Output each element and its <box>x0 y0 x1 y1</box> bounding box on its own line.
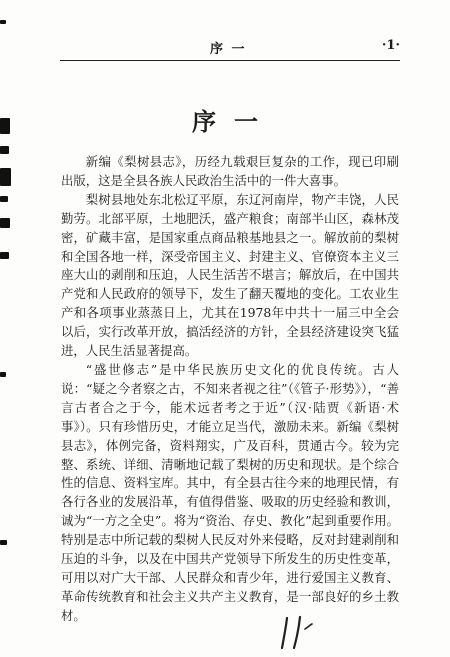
header-rule <box>60 60 400 61</box>
binding-mark <box>0 218 10 228</box>
binding-edge <box>0 0 12 657</box>
paragraph: “盛世修志”是中华民族历史文化的优良传统。古人说：“疑之今者察之古，不知来者视之往”（《管子·形势》），“善言古者合之于今，能术远者考之于近”（汉·陆贾《新语·术事》）。只有珍惜历史，才能立足当代，激励未来。新编《梨树县志》，体例完备，资料翔实，广及百科，贯通古今。较为完整、系统、详细、清晰地记载了梨树的历史和现状。是个综合性的信息、资料宝库。其中，有全县古往今来的地理民情，有各行各业的发展沿革，有值得借鉴、吸取的历史经验和教训，诚为“一方之全史”。将为“资治、存史、教化”起到重要作用。特别是志中所记载的梨树人民反对外来侵略，反对封建剥削和压迫的斗争，以及在中国共产党领导下所发生的历史性变革，可用以对广大干部、人民群众和青少年，进行爱国主义教育、革命传统教育和社会主义共产主义教育，是一部良好的乡土教材。 <box>61 361 399 623</box>
paragraph: 新编《梨树县志》，历经九载艰巨复杂的工作，现已印刷出版，这是全县各族人民政治生活中的一件大喜事。 <box>61 154 399 188</box>
body-text <box>61 153 399 626</box>
binding-mark <box>0 146 9 154</box>
binding-mark <box>0 196 8 202</box>
page-number: ·1· <box>381 38 400 53</box>
binding-mark <box>0 540 7 545</box>
chapter-title: 序一 <box>192 108 276 136</box>
page-header <box>60 38 400 60</box>
handwritten-mark <box>278 615 318 651</box>
running-title: 序 一 <box>210 42 247 57</box>
binding-mark <box>0 20 6 24</box>
paragraph: 梨树县地处东北松辽平原，东辽河南岸，物产丰饶，人民勤劳。北部平原，土地肥沃，盛产粮食；南部半山区，森林茂密，矿藏丰富，是国家重点商品粮基地县之一。解放前的梨树和全国各地一样，深受帝国主义、封建主义、官僚资本主义三座大山的剥削和压迫，人民生活苦不堪言；解放后，在中国共产党和人民政府的领导下，发生了翻天覆地的变化。工农业生产和各项事业蒸蒸日上，尤其在1978年中共十一届三中全会以后，实行改革开放，搞活经济的方针，全县经济建设突飞猛进，人民生活显著提高。 <box>61 191 399 359</box>
binding-mark <box>0 372 6 377</box>
binding-mark <box>0 168 11 186</box>
binding-mark <box>0 252 9 259</box>
